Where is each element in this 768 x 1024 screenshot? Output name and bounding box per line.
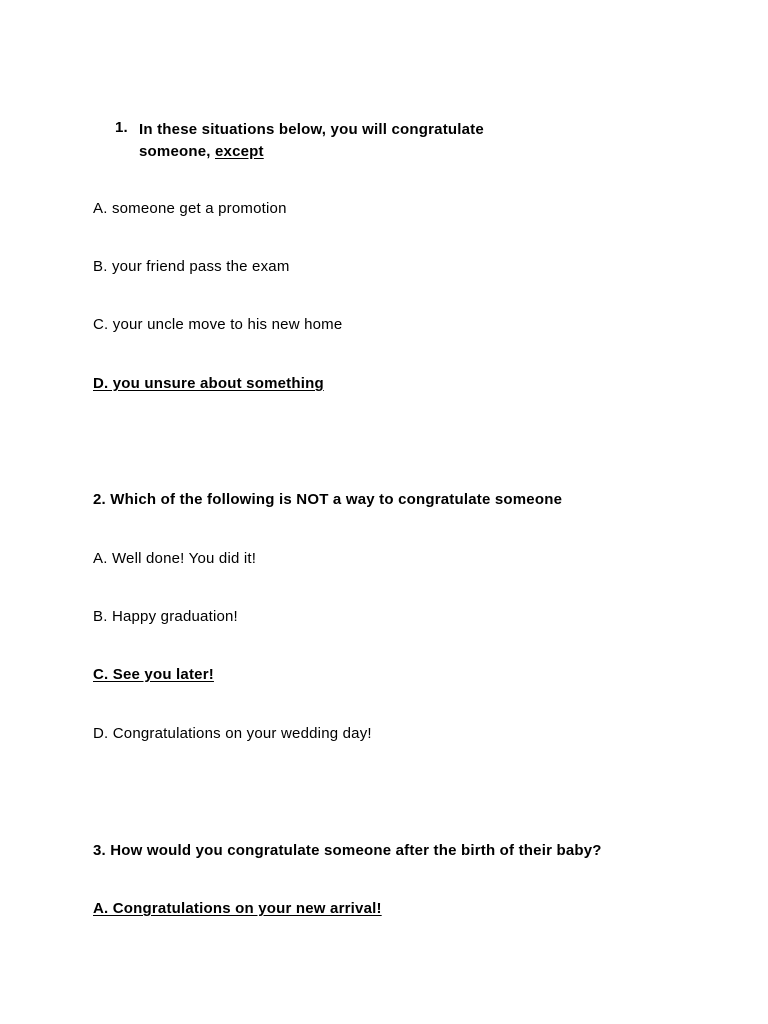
question-1-option-b: B. your friend pass the exam <box>93 258 290 275</box>
question-1-option-d-answer: D. you unsure about something <box>93 375 324 392</box>
question-1-prompt <box>139 119 559 163</box>
question-2-prompt: 2. Which of the following is NOT a way to congratulate someone <box>93 491 563 508</box>
question-2-option-c-answer: C. See you later! <box>93 666 214 683</box>
question-1-prompt-line1: In these situations below, you will congratulate <box>139 121 484 138</box>
question-2-option-d: D. Congratulations on your wedding day! <box>93 725 372 742</box>
question-1-option-a: A. someone get a promotion <box>93 200 287 217</box>
question-3-option-a-answer: A. Congratulations on your new arrival! <box>93 900 382 917</box>
question-3-prompt: 3. How would you congratulate someone after the birth of their baby? <box>93 842 602 859</box>
question-2-option-b: B. Happy graduation! <box>93 608 238 625</box>
question-1-emphasis: except <box>215 143 264 160</box>
question-1-prompt-line2: someone, <box>139 143 215 160</box>
question-1-number: 1. <box>115 119 128 136</box>
question-1-option-c: C. your uncle move to his new home <box>93 316 343 333</box>
question-2-option-a: A. Well done! You did it! <box>93 550 257 567</box>
